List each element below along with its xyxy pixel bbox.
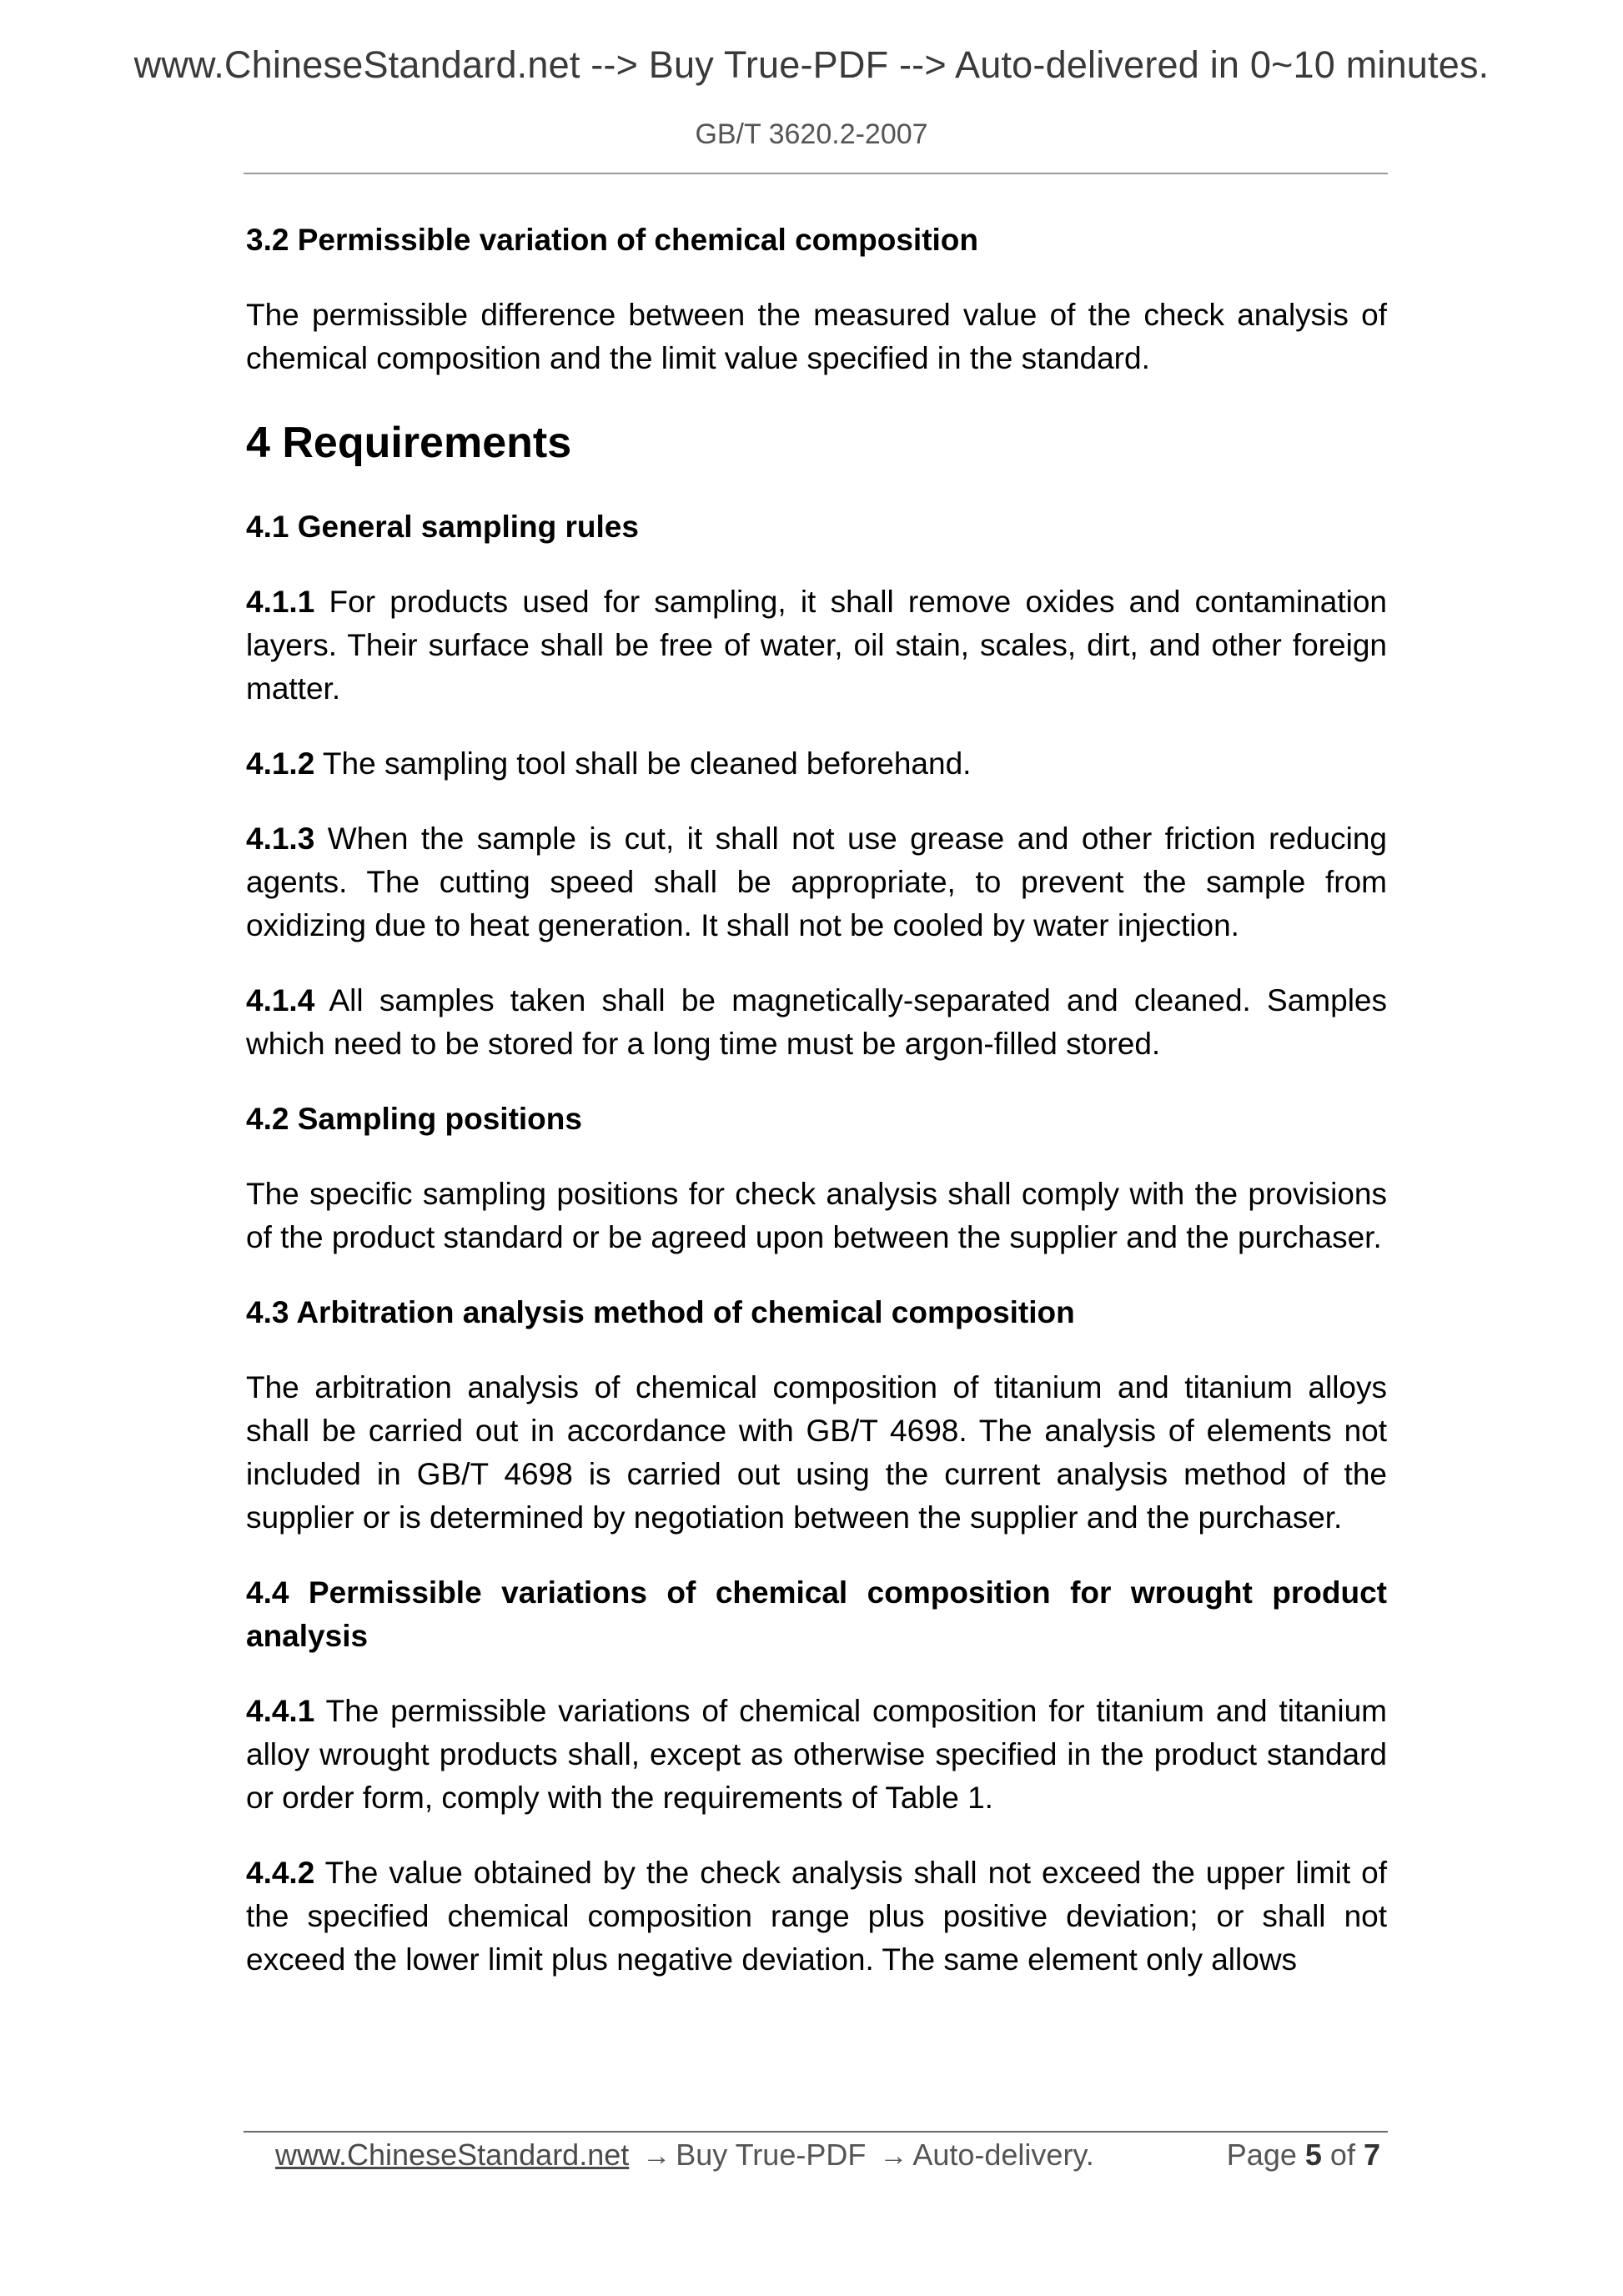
page-label: Page <box>1226 2138 1297 2172</box>
page-total: 7 <box>1363 2138 1380 2172</box>
clause-text: The sampling tool shall be cleaned beforehand. <box>314 746 972 781</box>
clause-number: 4.1.4 <box>246 983 315 1017</box>
section-4-heading: 4 Requirements <box>246 419 572 467</box>
section-4-2-text: The specific sampling positions for check analysis shall comply with the provisions of the product standard or be agreed upon between the supplier and the purchaser. <box>246 1177 1387 1254</box>
paragraph-4-1-3 <box>246 817 1387 947</box>
section-4-3-text: The arbitration analysis of chemical composition of titanium and titanium alloys shall be carried out in accordance with GB/T 4698. The analysis of elements not included in GB/T 4698 is carried out using the current analysis method of the supplier or is determined by negotiation between the supplier and the purchaser. <box>246 1370 1387 1535</box>
paragraph-4-4-1 <box>246 1690 1387 1820</box>
footer-link[interactable]: www.ChineseStandard.net <box>275 2138 630 2172</box>
footer-buy-text: Buy True-PDF <box>676 2138 867 2172</box>
paragraph-4-1-1 <box>246 580 1387 711</box>
clause-number: 4.1.3 <box>246 821 315 856</box>
footer-divider <box>244 2131 1388 2133</box>
paragraph-4-1-2 <box>246 742 1387 786</box>
paragraph-4-4-2 <box>246 1851 1387 1982</box>
section-4-4-heading: 4.4 Permissible variations of chemical composition for wrought product analysis <box>246 1575 1387 1653</box>
clause-text: All samples taken shall be magnetically-separated and cleaned. Samples which need to be stored for a long time must be argon-filled stored. <box>246 983 1387 1061</box>
section-4-3-heading: 4.3 Arbitration analysis method of chemical composition <box>246 1295 1075 1329</box>
clause-number: 4.1.1 <box>246 585 315 619</box>
clause-text: For products used for sampling, it shall remove oxides and contamination layers. Their surface shall be free of water, oil stain, scales, dirt, and other foreign matter. <box>246 585 1387 706</box>
clause-text: The value obtained by the check analysis shall not exceed the upper limit of the specified chemical composition range plus positive deviation; or shall not exceed the lower limit plus negative deviation. The same element only allows <box>246 1856 1387 1977</box>
clause-text: The permissible variations of chemical composition for titanium and titanium alloy wrought products shall, except as otherwise specified in the product standard or order form, comply with the requirements of Table 1. <box>246 1694 1387 1815</box>
page-of-label: of <box>1329 2138 1355 2172</box>
arrow-right-icon: → <box>642 2140 671 2172</box>
page-indicator <box>1227 2138 1380 2173</box>
page-current: 5 <box>1304 2138 1322 2172</box>
header-banner: www.ChineseStandard.net --> Buy True-PDF --> Auto-delivered in 0~10 minutes. <box>133 43 1490 86</box>
section-3-2-text: The permissible difference between the measured value of the check analysis of chemical composition and the limit value specified in the standard. <box>246 298 1387 375</box>
paragraph-4-1-4 <box>246 979 1387 1066</box>
header-divider <box>244 173 1388 174</box>
section-4-2-heading: 4.2 Sampling positions <box>246 1102 582 1136</box>
clause-text: When the sample is cut, it shall not use grease and other friction reducing agents. The cutting speed shall be appropriate, to prevent the sample from oxidizing due to heat generation. It shall not be cooled by water injection. <box>246 821 1387 942</box>
section-4-1-heading: 4.1 General sampling rules <box>246 510 639 544</box>
clause-number: 4.4.2 <box>246 1856 315 1890</box>
document-body <box>246 219 1387 1982</box>
clause-number: 4.1.2 <box>246 746 315 781</box>
section-3-2-heading: 3.2 Permissible variation of chemical composition <box>246 223 979 257</box>
page-footer <box>275 2138 1384 2179</box>
arrow-right-icon: → <box>879 2140 908 2172</box>
clause-number: 4.4.1 <box>246 1694 315 1728</box>
footer-auto-text: Auto-delivery. <box>912 2138 1094 2172</box>
document-number: GB/T 3620.2-2007 <box>695 118 928 150</box>
